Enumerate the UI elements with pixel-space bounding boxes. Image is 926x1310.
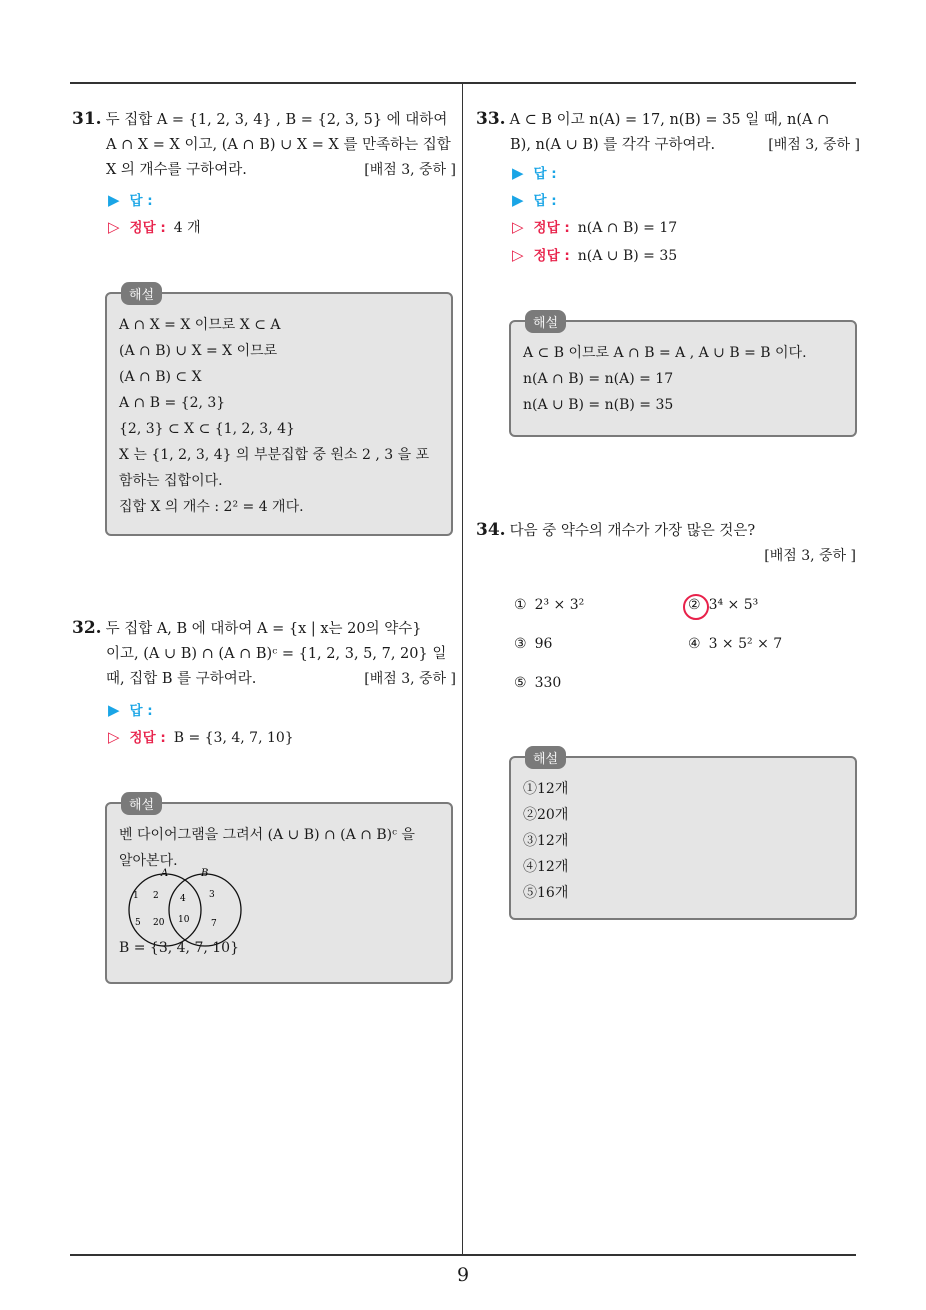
correct-answer-row: [512, 242, 677, 269]
choice-4[interactable]: [688, 636, 782, 652]
score-meta: [배점 3, 중하 ]: [364, 162, 456, 178]
venn-diagram: [117, 864, 247, 950]
column-divider: [462, 83, 463, 1255]
explanation-box-31: [105, 288, 453, 536]
explanation-line: 집합 X 의 개수 : 2² = 4 개다.: [119, 499, 304, 515]
explanation-line: n(A ∪ B) = n(B) = 35: [523, 397, 674, 413]
open-triangle-icon: ▷: [108, 218, 120, 236]
answer-blank-row: [512, 160, 557, 187]
answer-blank-row: [108, 187, 153, 214]
correct-answer-value: B = {3, 4, 7, 10}: [173, 730, 294, 746]
venn-element: 3: [209, 890, 215, 900]
explanation-line: ③12개: [523, 833, 569, 849]
correct-answer-value: n(A ∩ B) = 17: [577, 220, 678, 236]
correct-answer-value: 4 개: [173, 220, 201, 236]
explanation-line: ⑤16개: [523, 885, 569, 901]
venn-element: 10: [178, 915, 190, 925]
question-32: [72, 616, 456, 692]
explanation-line: ②20개: [523, 807, 569, 823]
venn-element: 7: [211, 919, 217, 929]
question-number: 34.: [476, 520, 506, 540]
question-text-line: X 의 개수를 구하여라.: [106, 162, 247, 178]
explanation-tag: 해설: [525, 746, 566, 769]
question-number: 31.: [72, 109, 102, 129]
explanation-box-34: [509, 752, 857, 920]
answer-blank-row: [108, 697, 153, 724]
correct-answer-row: [108, 214, 201, 241]
correct-answer-row: [512, 214, 677, 241]
explanation-box-32: [105, 798, 453, 984]
choice-number: ③: [514, 636, 527, 652]
question-33: [476, 107, 860, 158]
solid-triangle-icon: ▶: [512, 164, 524, 182]
solid-triangle-icon: ▶: [512, 191, 524, 209]
choice-1[interactable]: [514, 597, 584, 613]
venn-element: 5: [135, 918, 141, 928]
choice-text: 2³ × 3²: [534, 597, 585, 613]
question-text-line: 두 집합 A, B 에 대하여 A = {x | x는 20의 약수}: [105, 621, 422, 637]
open-triangle-icon: ▷: [512, 218, 524, 236]
explanation-line: 벤 다이어그램을 그려서 (A ∪ B) ∩ (A ∩ B)ᶜ 을: [119, 827, 415, 843]
answer-blank-label: 답 :: [129, 193, 153, 209]
question-31: [72, 107, 456, 183]
explanation-line: {2, 3} ⊂ X ⊂ {1, 2, 3, 4}: [119, 421, 295, 437]
question-text-line: 때, 집합 B 를 구하여라.: [106, 671, 257, 687]
choice-5[interactable]: [514, 675, 561, 691]
correct-answer-label: 정답 :: [129, 220, 166, 236]
question-text-line: 두 집합 A = {1, 2, 3, 4} , B = {2, 3, 5} 에 대하여: [105, 112, 448, 128]
bottom-rule: [70, 1254, 856, 1256]
explanation-box-33: [509, 316, 857, 437]
choice-text: 3 × 5² × 7: [708, 636, 783, 652]
venn-circle-b: [169, 874, 241, 946]
explanation-line: (A ∩ B) ⊂ X: [119, 369, 202, 385]
choice-2[interactable]: [688, 597, 758, 613]
explanation-line: ①12개: [523, 781, 569, 797]
venn-label-b: B: [201, 868, 209, 879]
venn-circle-a: [129, 874, 201, 946]
choice-number: ⑤: [514, 675, 527, 691]
question-number: 33.: [476, 109, 506, 129]
solid-triangle-icon: ▶: [108, 701, 120, 719]
score-meta: [배점 3, 중하 ]: [764, 548, 856, 564]
explanation-line: (A ∩ B) ∪ X = X 이므로: [119, 343, 278, 359]
choice-3[interactable]: [514, 636, 552, 652]
explanation-line: B = {3, 4, 7, 10}: [119, 940, 239, 956]
correct-answer-label: 정답 :: [129, 730, 166, 746]
answer-blank-row: [512, 187, 557, 214]
choice-number: ④: [688, 636, 701, 652]
answer-blank-label: 답 :: [533, 193, 557, 209]
choice-number: ①: [514, 597, 527, 613]
correct-answer-label: 정답 :: [533, 248, 570, 264]
top-rule: [70, 82, 856, 84]
venn-element: 2: [153, 891, 159, 901]
venn-element: 1: [133, 891, 139, 901]
question-34: [476, 518, 860, 569]
venn-element: 20: [153, 918, 165, 928]
venn-label-a: A: [161, 868, 169, 879]
explanation-line: 알아본다.: [119, 853, 178, 869]
explanation-tag: 해설: [121, 282, 162, 305]
explanation-line: n(A ∩ B) = n(A) = 17: [523, 371, 674, 387]
solid-triangle-icon: ▶: [108, 191, 120, 209]
explanation-tag: 해설: [121, 792, 162, 815]
answer-blank-label: 답 :: [533, 166, 557, 182]
score-meta: [배점 3, 중하 ]: [364, 671, 456, 687]
choice-text: 330: [534, 675, 562, 691]
venn-element: 4: [180, 894, 186, 904]
explanation-line: A ∩ B = {2, 3}: [119, 395, 226, 411]
question-text-line: B), n(A ∪ B) 를 각각 구하여라.: [510, 137, 716, 153]
explanation-line: A ∩ X = X 이므로 X ⊂ A: [119, 317, 281, 333]
explanation-line: A ⊂ B 이므로 A ∩ B = A , A ∪ B = B 이다.: [523, 345, 807, 361]
question-number: 32.: [72, 618, 102, 638]
choice-text: 96: [534, 636, 553, 652]
page-number: 9: [456, 1264, 470, 1286]
open-triangle-icon: ▷: [512, 246, 524, 264]
answer-blank-label: 답 :: [129, 703, 153, 719]
correct-answer-value: n(A ∪ B) = 35: [577, 248, 678, 264]
correct-answer-label: 정답 :: [533, 220, 570, 236]
explanation-tag: 해설: [525, 310, 566, 333]
correct-answer-row: [108, 724, 294, 751]
explanation-line: ④12개: [523, 859, 569, 875]
question-text-line: A ⊂ B 이고 n(A) = 17, n(B) = 35 일 때, n(A ∩: [509, 112, 830, 128]
question-text-line: 다음 중 약수의 개수가 가장 많은 것은?: [509, 523, 756, 539]
choice-text: 3⁴ × 5³: [708, 597, 759, 613]
open-triangle-icon: ▷: [108, 728, 120, 746]
explanation-line: X 는 {1, 2, 3, 4} 의 부분집합 중 원소 2 , 3 을 포: [119, 447, 430, 463]
question-text-line: 이고, (A ∪ B) ∩ (A ∩ B)ᶜ = {1, 2, 3, 5, 7, 20} 일: [106, 646, 447, 662]
question-text-line: A ∩ X = X 이고, (A ∩ B) ∪ X = X 를 만족하는 집합: [106, 137, 451, 153]
score-meta: [배점 3, 중하 ]: [768, 137, 860, 153]
choice-number: ②: [688, 597, 701, 613]
explanation-line: 함하는 집합이다.: [119, 473, 223, 489]
